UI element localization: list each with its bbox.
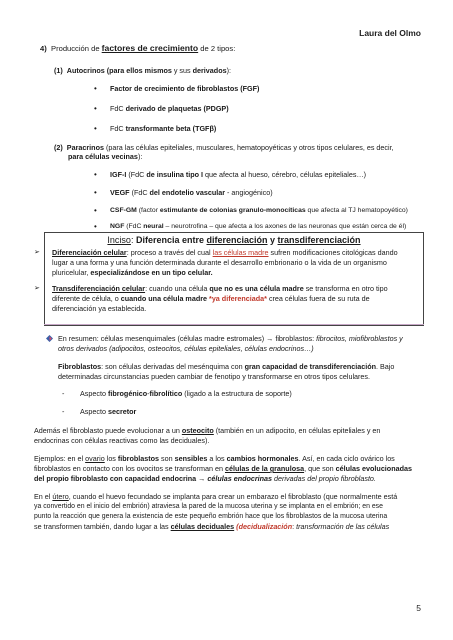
paracrinos-item-3-b2: estimulante de colonias granulo-monocíticas [159, 207, 306, 214]
para3-l4f: transformación de las células [296, 522, 390, 531]
paracrinos-item-1 [110, 170, 366, 180]
paracrinos-item-2-name: VEGF [110, 188, 130, 197]
para1-l1a: Además el fibroblasto puede evolucionar a un [34, 426, 182, 435]
dif-l3a: pluricelular, [52, 268, 91, 277]
disc-bullet-icon: • [94, 222, 97, 231]
paracrinos-line-2-bold: para células vecinas [68, 152, 138, 161]
autocrinos-item-2-a: FdC [110, 104, 126, 113]
trans-l2c: crea células fuera de su ruta de [266, 294, 370, 303]
para2-l1h: cambios hormonales [226, 454, 299, 463]
gem-bullet-icon [46, 335, 53, 342]
fibro-d2a: Aspecto [80, 407, 108, 416]
paracrinos-label: Paracrinos [66, 143, 104, 152]
paracrinos-item-2-n: (FdC [129, 188, 150, 197]
para1-l1b: osteocito [181, 426, 214, 435]
para2-line-1 [34, 454, 395, 464]
check-arrow-icon: ➢ [34, 285, 40, 292]
section-4-title: factores de crecimiento [101, 43, 199, 53]
inciso-t1: Diferencia entre [135, 235, 207, 245]
para3-l4d: (decidualización [236, 522, 293, 531]
paracrinos-item-4-b2: neural [143, 223, 164, 230]
paracrinos-item-2 [110, 188, 273, 198]
dif-l1b: sufren modificaciones citológicas dando [268, 248, 398, 257]
paracrinos-item-3-n2: que afecta al TJ hematopoyético) [305, 207, 408, 214]
para3-line-3: punto la reacción que genera la existencia de este pequeño embrión hace que los fibroblastos de la mucosa uterina [34, 513, 388, 520]
inciso-t3: y [267, 235, 278, 245]
section-4-heading [40, 44, 235, 54]
section-4-number: 4) [40, 44, 47, 53]
para2-l1e: son [159, 454, 175, 463]
fibro-d1d: fibrolítico [149, 389, 183, 398]
autocrinos-item-2-b: derivado de plaquetas (PDGP) [125, 104, 229, 113]
paracrinos-line-2-end: ): [137, 152, 143, 161]
inciso-t4: transdiferenciación [277, 235, 361, 245]
page-number: 5 [416, 603, 421, 613]
inciso-sep: : [130, 235, 136, 245]
autocrinos-item-3-b: transformante beta (TGFβ) [125, 124, 217, 133]
trans-line-1 [52, 284, 388, 294]
dif-l1red: las células madre [212, 248, 269, 257]
autocrinos-p3: derivados [192, 66, 227, 75]
fibro-l1b: : son células derivadas del mesénquima con [101, 362, 245, 371]
inciso-label: Inciso [107, 235, 131, 245]
autocrinos-item-1-text: Factor de crecimiento de fibroblastos (FGF) [110, 84, 260, 93]
para3-line-4 [34, 522, 389, 532]
trans-l1c: se transforma en otro tipo [303, 284, 388, 293]
para3-l4b: células deciduales [170, 522, 235, 531]
para2-l2b: células de la granulosa [224, 464, 305, 473]
para2-l1g: a los [207, 454, 227, 463]
paracrinos-item-4 [110, 222, 406, 232]
para2-l1f: sensibles [174, 454, 208, 463]
paracrinos-item-1-n: (FdC [126, 170, 147, 179]
paracrinos-item-3-name: CSF-GM [110, 207, 137, 214]
fibro-l1a: Fibroblastos [58, 362, 102, 371]
paracrinos-item-3 [110, 206, 408, 216]
fibro-line-1 [58, 362, 394, 372]
fibro-aspect-2 [80, 407, 136, 417]
autocrinos-p2: y sus [171, 66, 193, 75]
para2-l1i: . Así, en cada ciclo ovárico los [298, 454, 395, 463]
check-arrow-icon: ➢ [34, 249, 40, 256]
dif-term: Diferenciación celular [52, 248, 127, 257]
para3-line-2: ya convertido en el inicio del embrión) atraviesa la pared de la mucosa uterina y se implanta en el embrión; en ese [34, 503, 383, 510]
paracrinos-item-1-b2: de insulina tipo I [146, 170, 204, 179]
trans-l2a: diferente de célula, o [52, 294, 121, 303]
arrow-right-icon: → [196, 474, 208, 483]
dif-l3b: especializándose en un tipo celular. [90, 268, 213, 277]
section-4-pre: Producción de [51, 44, 102, 53]
paracrinos-item-4-n2: – neurotrofina – que afecta a los axones de las neuronas que están cerca de él) [163, 223, 407, 230]
autocrinos-p4: ): [226, 66, 231, 75]
fibro-d1a: Aspecto [80, 389, 108, 398]
para3-l1a: En el [34, 492, 53, 501]
resumen-line-2: otros derivados (adipocitos, osteocitos, células epiteliales, células endocrinos…) [58, 344, 314, 353]
paracrinos-item-1-name: IGF-I [110, 170, 127, 179]
autocrinos-item-3-a: FdC [110, 124, 126, 133]
paracrinos-item-3-n: (factor [136, 207, 160, 214]
disc-bullet-icon: • [94, 206, 97, 215]
fibro-d1c: - [147, 389, 150, 398]
trans-l2b: cuando una célula madre [120, 294, 210, 303]
paracrinos-item-4-n: (FdC [124, 223, 144, 230]
trans-line-3: diferenciación ya establecida. [52, 304, 147, 313]
para3-l4e: : [292, 522, 297, 531]
paracrinos-item-1-n2: que afecta al hueso, cérebro, células epiteliales…) [203, 170, 367, 179]
disc-bullet-icon: • [94, 84, 97, 93]
dif-line-3 [52, 268, 213, 278]
trans-term: Transdiferenciación celular [52, 284, 146, 293]
disc-bullet-icon: • [94, 170, 97, 179]
resumen-l1i: fibrocitos, miofibroblastos y [316, 334, 403, 343]
para2-l1d: fibroblastos [117, 454, 160, 463]
autocrinos-item-3 [110, 124, 216, 134]
disc-bullet-icon: • [94, 124, 97, 133]
para3-l1b: útero [52, 492, 69, 501]
paracrinos-line-2 [68, 152, 142, 162]
para2-l3a: del propio fibroblasto con capacidad endocrina [34, 474, 197, 483]
disc-bullet-icon: • [94, 188, 97, 197]
autocrinos-p1: (para ellos mismos [104, 66, 172, 75]
paracrinos-item-2-b2: del endotelio vascular [149, 188, 226, 197]
autocrinos-item-1 [110, 84, 259, 94]
resumen-line-1 [58, 334, 403, 344]
para2-l1a: Ejemplos: en el [34, 454, 86, 463]
para1-l1c: (también en un adipocito, en células epiteliales y en [213, 426, 381, 435]
para2-l2c: , que son [304, 464, 336, 473]
fibro-l1c: gran capacidad de transdiferenciación [244, 362, 376, 371]
paracrinos-item-4-name: NGF [110, 223, 125, 230]
dif-line-2: lugar a una forma y una función determinada durante el desarrollo embrionario o la vida de un organismo [52, 258, 387, 267]
section-4-post: de 2 tipos: [198, 44, 236, 53]
fibro-d1b: fibrogénico [107, 389, 148, 398]
para3-line-1 [34, 492, 397, 502]
trans-l2red: *ya diferenciada* [209, 294, 267, 303]
para1-line-2: endocrinas con células reactivas como las deciduales). [34, 436, 210, 445]
autocrinos-num: (1) [54, 66, 63, 75]
autocrinos-label: Autocrinos [66, 66, 105, 75]
trans-line-2 [52, 294, 370, 304]
fibro-line-2: determinadas circunstancias pueden cambiar de fenotipo y transformarse en otros tipos celulares. [58, 372, 371, 381]
dash-icon: - [62, 407, 65, 416]
resumen-l1b: fibroblastos: [273, 334, 317, 343]
dif-line-1 [52, 248, 398, 258]
para2-l2d: células evolucionadas [335, 464, 412, 473]
para2-l2a: fibroblastos en contacto con los ovocitos se transforman en [34, 464, 225, 473]
inciso-t2: diferenciación [206, 235, 268, 245]
fibro-l1d: . Bajo [376, 362, 395, 371]
trans-l1b: que no es una célula madre [209, 284, 304, 293]
autocrinos-item-2 [110, 104, 229, 114]
section-divider [44, 324, 424, 325]
paracrinos-line-1: (para las células epiteliales, musculares, hematopoyéticas y otros tipos celulares, es decir, [103, 143, 394, 152]
disc-bullet-icon: • [94, 104, 97, 113]
para3-l4a: se transformen también, dando lugar a las [34, 522, 171, 531]
para2-l1c: los [104, 454, 118, 463]
paracrinos-item-2-n2: - angiogénico) [225, 188, 273, 197]
fibro-d1e: (ligado a la estructura de soporte) [182, 389, 292, 398]
para1-line-1 [34, 426, 380, 436]
para2-l1b: ovario [85, 454, 105, 463]
trans-l1a: : cuando una célula [145, 284, 210, 293]
arrow-right-icon: → [266, 334, 274, 343]
para2-line-2 [34, 464, 412, 474]
fibro-aspect-1 [80, 389, 292, 399]
para2-l3c: células endocrinas [207, 474, 273, 483]
author-header: Laura del Olmo [359, 28, 421, 38]
autocrinos-heading [54, 66, 231, 76]
resumen-l1a: En resumen: células mesenquimales (células madre estromales) [58, 334, 267, 343]
inciso-title [45, 235, 423, 245]
dif-l1a: : proceso a través del cual [126, 248, 213, 257]
paracrinos-num: (2) [54, 143, 63, 152]
fibro-d2b: secretor [107, 407, 137, 416]
para2-l3d: derivadas del propio fibroblasto. [272, 474, 376, 483]
para2-line-3 [34, 474, 376, 484]
dash-icon: - [62, 389, 65, 398]
para3-l1c: , cuando el huevo fecundado se implanta para crear un embarazo el fibroblasto (que normalmente está [68, 492, 398, 501]
